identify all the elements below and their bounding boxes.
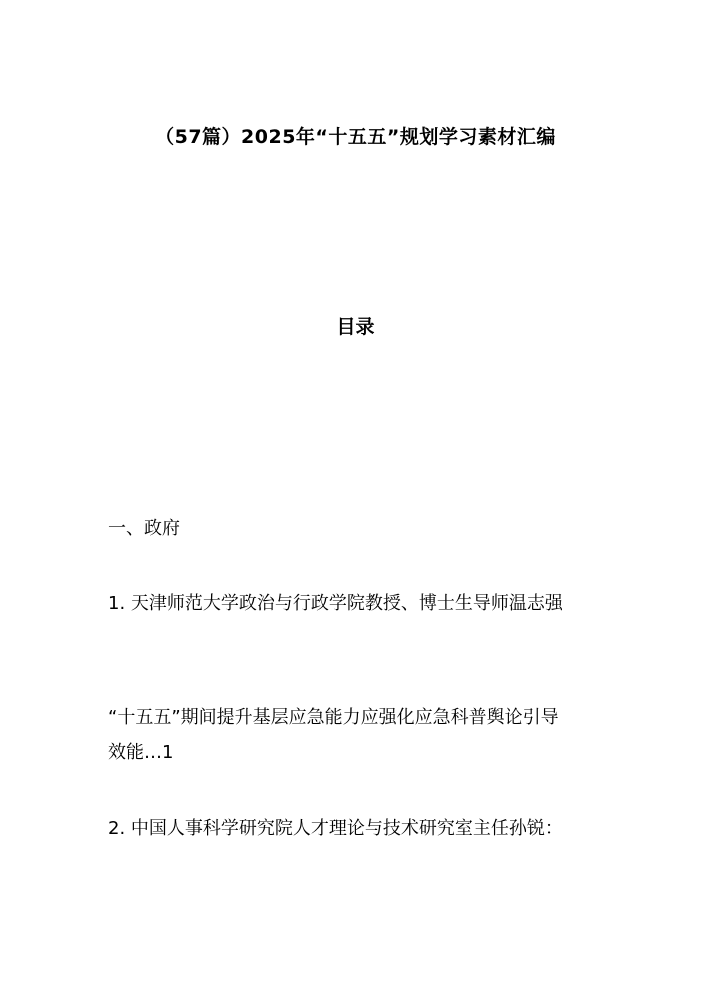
- toc-section-heading: 一、政府: [108, 518, 180, 539]
- toc-entry-author[interactable]: 1. 天津师范大学政治与行政学院教授、博士生导师温志强: [108, 593, 563, 614]
- toc-entry-title[interactable]: “十五五”期间提升基层应急能力应强化应急科普舆论引导: [108, 707, 559, 728]
- toc-heading: 目录: [336, 316, 375, 338]
- document-title: （57篇）2025年“十五五”规划学习素材汇编: [155, 126, 556, 148]
- toc-entry-title-continued[interactable]: 效能…1: [108, 742, 174, 763]
- toc-entry-author[interactable]: 2. 中国人事科学研究院人才理论与技术研究室主任孙锐：: [108, 818, 563, 839]
